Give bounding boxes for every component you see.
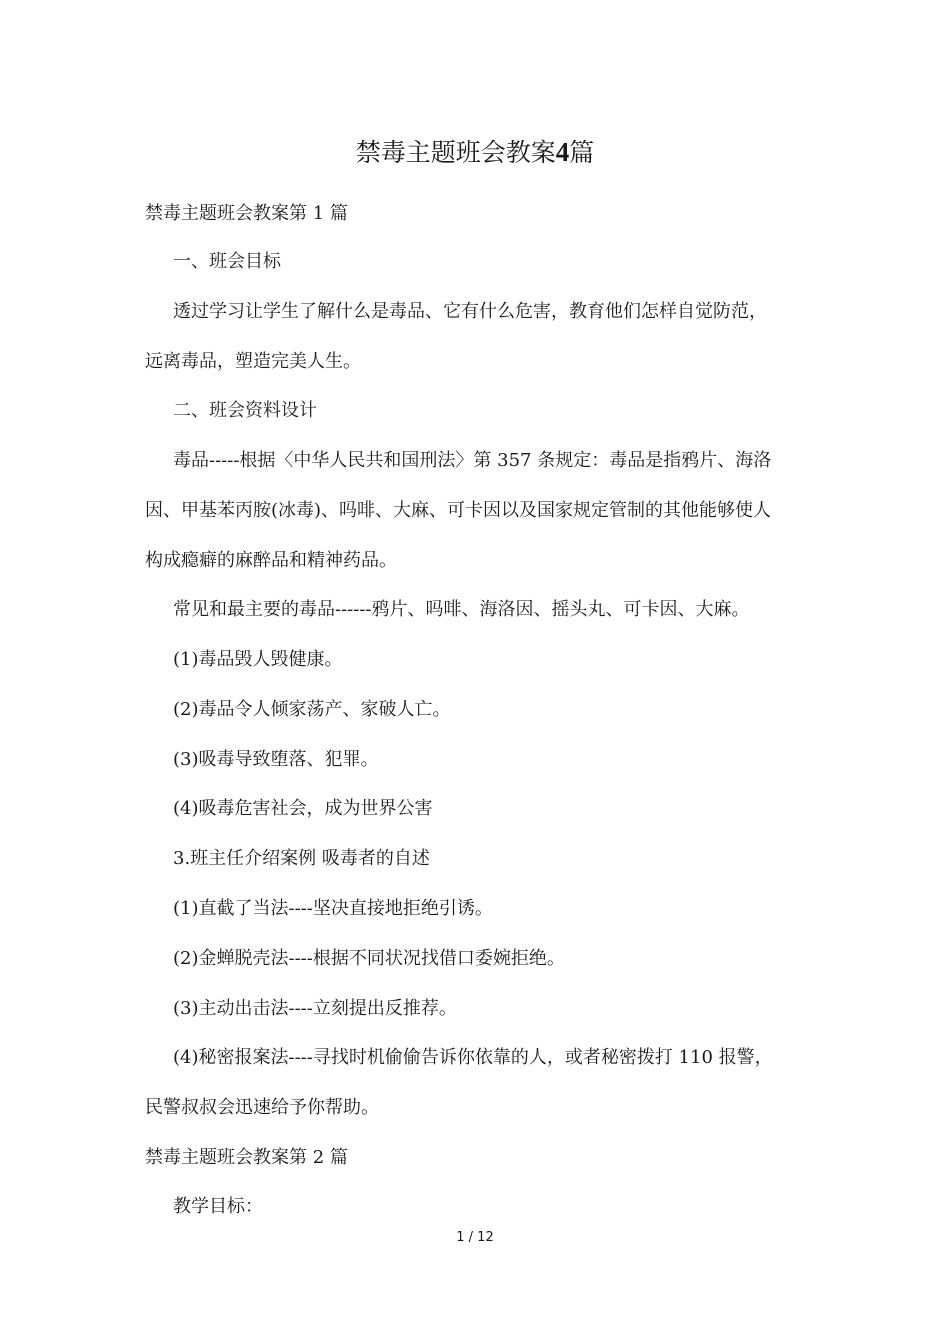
- title-suffix: 篇: [569, 138, 595, 167]
- title-number: 4: [555, 137, 570, 167]
- paragraph-line: 透过学习让学生了解什么是毒品、它有什么危害，教育他们怎样自觉防范，: [173, 301, 767, 322]
- paragraph-line: 远离毒品，塑造完美人生。: [145, 351, 361, 372]
- list-item: (1)直截了当法----坚决直接地拒绝引诱。: [173, 898, 493, 919]
- page-indicator: 1 / 12: [456, 1230, 494, 1245]
- paragraph-line: 因、甲基苯丙胺(冰毒)、吗啡、大麻、可卡因以及国家规定管制的其他能够使人: [145, 500, 772, 521]
- paragraph-heading: 二、班会资料设计: [173, 400, 317, 421]
- section-heading-1: 禁毒主题班会教案第 1 篇: [145, 203, 348, 224]
- list-item: (3)主动出击法----立刻提出反推荐。: [173, 998, 457, 1019]
- paragraph-line: 常见和最主要的毒品------鸦片、吗啡、海洛因、摇头丸、可卡因、大麻。: [173, 599, 750, 620]
- document-title: [0, 134, 950, 171]
- paragraph-line: 构成瘾癖的麻醉品和精神药品。: [145, 550, 397, 571]
- paragraph-line: 民警叔叔会迅速给予你帮助。: [145, 1097, 379, 1118]
- list-item: (2)毒品令人倾家荡产、家破人亡。: [173, 699, 451, 720]
- paragraph-heading: 一、班会目标: [173, 251, 281, 272]
- title-prefix: 禁毒主题班会教案: [355, 138, 556, 167]
- paragraph-line: 毒品-----根据〈中华人民共和国刑法〉第 357 条规定：毒品是指鸦片、海洛: [173, 450, 772, 471]
- list-item: (2)金蝉脱壳法----根据不同状况找借口委婉拒绝。: [173, 948, 565, 969]
- list-item: (4)秘密报案法----寻找时机偷偷告诉你依靠的人，或者秘密拨打 110 报警，: [173, 1047, 773, 1068]
- list-item: (4)吸毒危害社会，成为世界公害: [173, 798, 433, 819]
- list-item: (1)毒品毁人毁健康。: [173, 649, 343, 670]
- list-item: (3)吸毒导致堕落、犯罪。: [173, 749, 379, 770]
- paragraph-heading: 3.班主任介绍案例 吸毒者的自述: [173, 848, 430, 869]
- section-heading-2: 禁毒主题班会教案第 2 篇: [145, 1147, 348, 1168]
- paragraph-heading: 教学目标：: [173, 1196, 263, 1217]
